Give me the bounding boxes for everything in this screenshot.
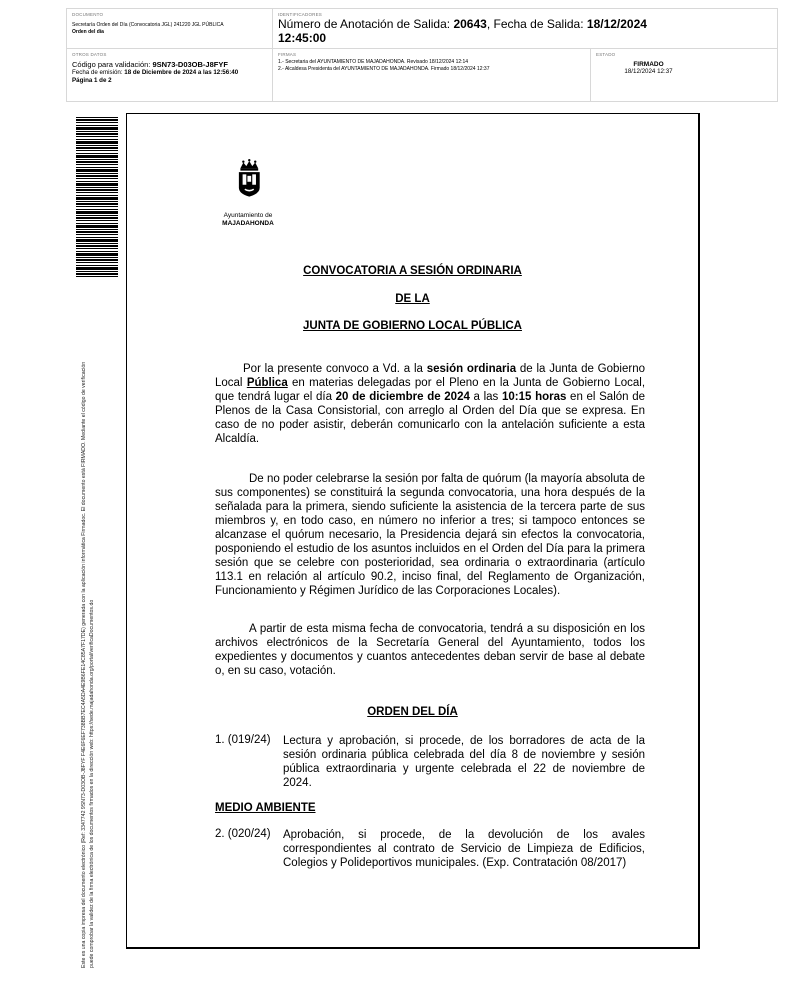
barcode: [76, 117, 118, 277]
emision-value: 18 de Diciembre de 2024 a las 12:56:40: [124, 69, 239, 76]
p1-e: en materias delegadas por el Pleno en la Junta de Gobierno Local, que tendrá lugar el día: [215, 377, 646, 403]
side-text-line1: Este es una copia impresa del documento electrónico (Ref: 3347742 9SN73-D03OB-J8FYF F4E6F6EF738BB7EC4A5DA4E9B6FE14C85A7F17DE) generada con la aplicación informática Firmadoc. El documento está FIRMADO. Mediante el código de verificación: [81, 361, 87, 968]
otros-datos-cell: [67, 49, 273, 101]
item-2-number: 2. (020/24): [215, 828, 271, 840]
signature-header: [66, 8, 778, 102]
paragraph-convocatoria: [215, 362, 645, 446]
documento-label: DOCUMENTO: [72, 12, 104, 17]
document-page: [126, 113, 700, 949]
title-de-la: DE LA: [395, 293, 430, 305]
identificadores-cell: [273, 9, 777, 49]
fecha-salida: 18/12/2024: [586, 17, 647, 31]
title-junta: JUNTA DE GOBIERNO LOCAL PÚBLICA: [303, 320, 522, 332]
otros-label: OTROS DATOS: [72, 52, 107, 57]
codigo-validacion: [72, 60, 267, 69]
coat-of-arms-icon: [227, 158, 279, 210]
estado-cell: [591, 49, 777, 101]
fecha-emision: [72, 69, 267, 77]
paragraph-quorum: De no poder celebrarse la sesión por falta de quórum (la mayoría absoluta de sus componentes) se constituirá la segunda convocatoria, una hora después de la señalada para la primera, siendo suficiente la asistencia de la tercera parte de sus miembros y, en todo caso, en número no inferior a tres; si tampoco entonces se alcanzase el quórum necesario, la Presidencia dejará sin efectos la convocatoria, posponiendo el estudio de los asuntos incluidos en el Orden del Día para la primera sesión que se celebre con posterioridad, sea ordinaria o extraordinaria (artículo 113.1 en relación al artículo 90.2, inciso final, del Reglamento de Organización, Funcionamiento y Régimen Jurídico de las Corporaciones Locales).: [215, 473, 645, 597]
item-2-text: Aprobación, si procede, de la devolución de los avales correspondientes al contrato de Servicio de Limpieza de Edificios, Colegios y Polideportivos municipales. (Exp. Contratación 08/2017): [283, 829, 645, 869]
p1-sesion-ordinaria: sesión ordinaria: [426, 363, 517, 375]
p1-i: en el Salón de Plenos de la Casa Consistorial, con arreglo al Orden del Día que se expresa. En caso de no poder asistir, deberán comunicarlo con la antelación suficiente a esta Alcaldía.: [215, 391, 646, 445]
item-1-number: 1. (019/24): [215, 734, 271, 746]
documento-cell: [67, 9, 273, 49]
title-convocatoria: CONVOCATORIA A SESIÓN ORDINARIA: [303, 265, 522, 277]
fecha-prefix: , Fecha de Salida:: [486, 17, 587, 31]
p1-hora: 10:15 horas: [501, 391, 567, 403]
pagina: Página 1 de 2: [72, 77, 112, 84]
p1-g: a las: [469, 391, 502, 403]
firmas-label: FIRMAS: [278, 52, 297, 57]
estado-label: ESTADO: [596, 52, 616, 57]
hora-salida: 12:45:00: [278, 31, 327, 45]
firma-2: 2.- Alcaldesa Presidenta del AYUNTAMIENTO DE MAJADAHONDA. Firmado 18/12/2024 12:37: [278, 66, 490, 72]
anotacion-prefix: Número de Anotación de Salida:: [278, 17, 454, 31]
side-text-line2: puede comprobar la validez de la firma electrónica de los documentos firmados en la dirección web: https://sede.majadahonda.org/portal/verificaDocumentos.do: [89, 599, 95, 968]
logo-text: [215, 212, 281, 228]
side-verification-text: [80, 268, 96, 968]
p1-c: de la Junta de Gobierno Local: [215, 363, 645, 389]
paragraph-disposicion: A partir de esta misma fecha de convocatoria, tendrá a su disposición en los archivos electrónicos de la Secretaría General del Ayuntamiento, todos los expedientes y documentos y cuantos antecedentes deban servir de base al debate o, en su caso, votación.: [215, 623, 645, 677]
codigo-prefix: Código para validación:: [72, 60, 153, 69]
identificadores-label: IDENTIFICADORES: [278, 12, 323, 17]
codigo-value: 9SN73-D03OB-J8FYF: [152, 60, 228, 69]
p1-a: Por la presente convoco a Vd. a la: [243, 363, 427, 375]
documento-line2: Orden del día: [72, 29, 104, 35]
documento-line1: Secretaría Orden del Día (Convocatoria JGL) 241220 JGL PÚBLICA: [72, 22, 224, 28]
anotacion-text: [278, 17, 772, 45]
orden-del-dia-title: ORDEN DEL DÍA: [367, 706, 458, 718]
estado-value: FIRMADO: [633, 61, 664, 68]
item-1-text: Lectura y aprobación, si procede, de los borradores de acta de la sesión ordinaria pública celebrada del día 8 de noviembre y sesión pública extraordinaria y urgente celebrada el 22 de noviembre de 2024.: [283, 735, 645, 789]
anotacion-number: 20643: [453, 17, 487, 31]
p1-fecha: 20 de diciembre de 2024: [335, 391, 470, 403]
emision-prefix: Fecha de emisión:: [72, 69, 125, 76]
logo-line2: MAJADAHONDA: [222, 220, 274, 227]
firma-1: 1.- Secretaria del AYUNTAMIENTO DE MAJADAHONDA. Revisado 18/12/2024 12:14: [278, 59, 469, 65]
logo-line1: Ayuntamiento de: [223, 212, 273, 219]
section-medio-ambiente: MEDIO AMBIENTE: [215, 802, 316, 814]
estado-fecha: 18/12/2024 12:37: [624, 68, 673, 75]
p1-publica: Pública: [246, 377, 288, 389]
firmas-cell: [273, 49, 591, 101]
